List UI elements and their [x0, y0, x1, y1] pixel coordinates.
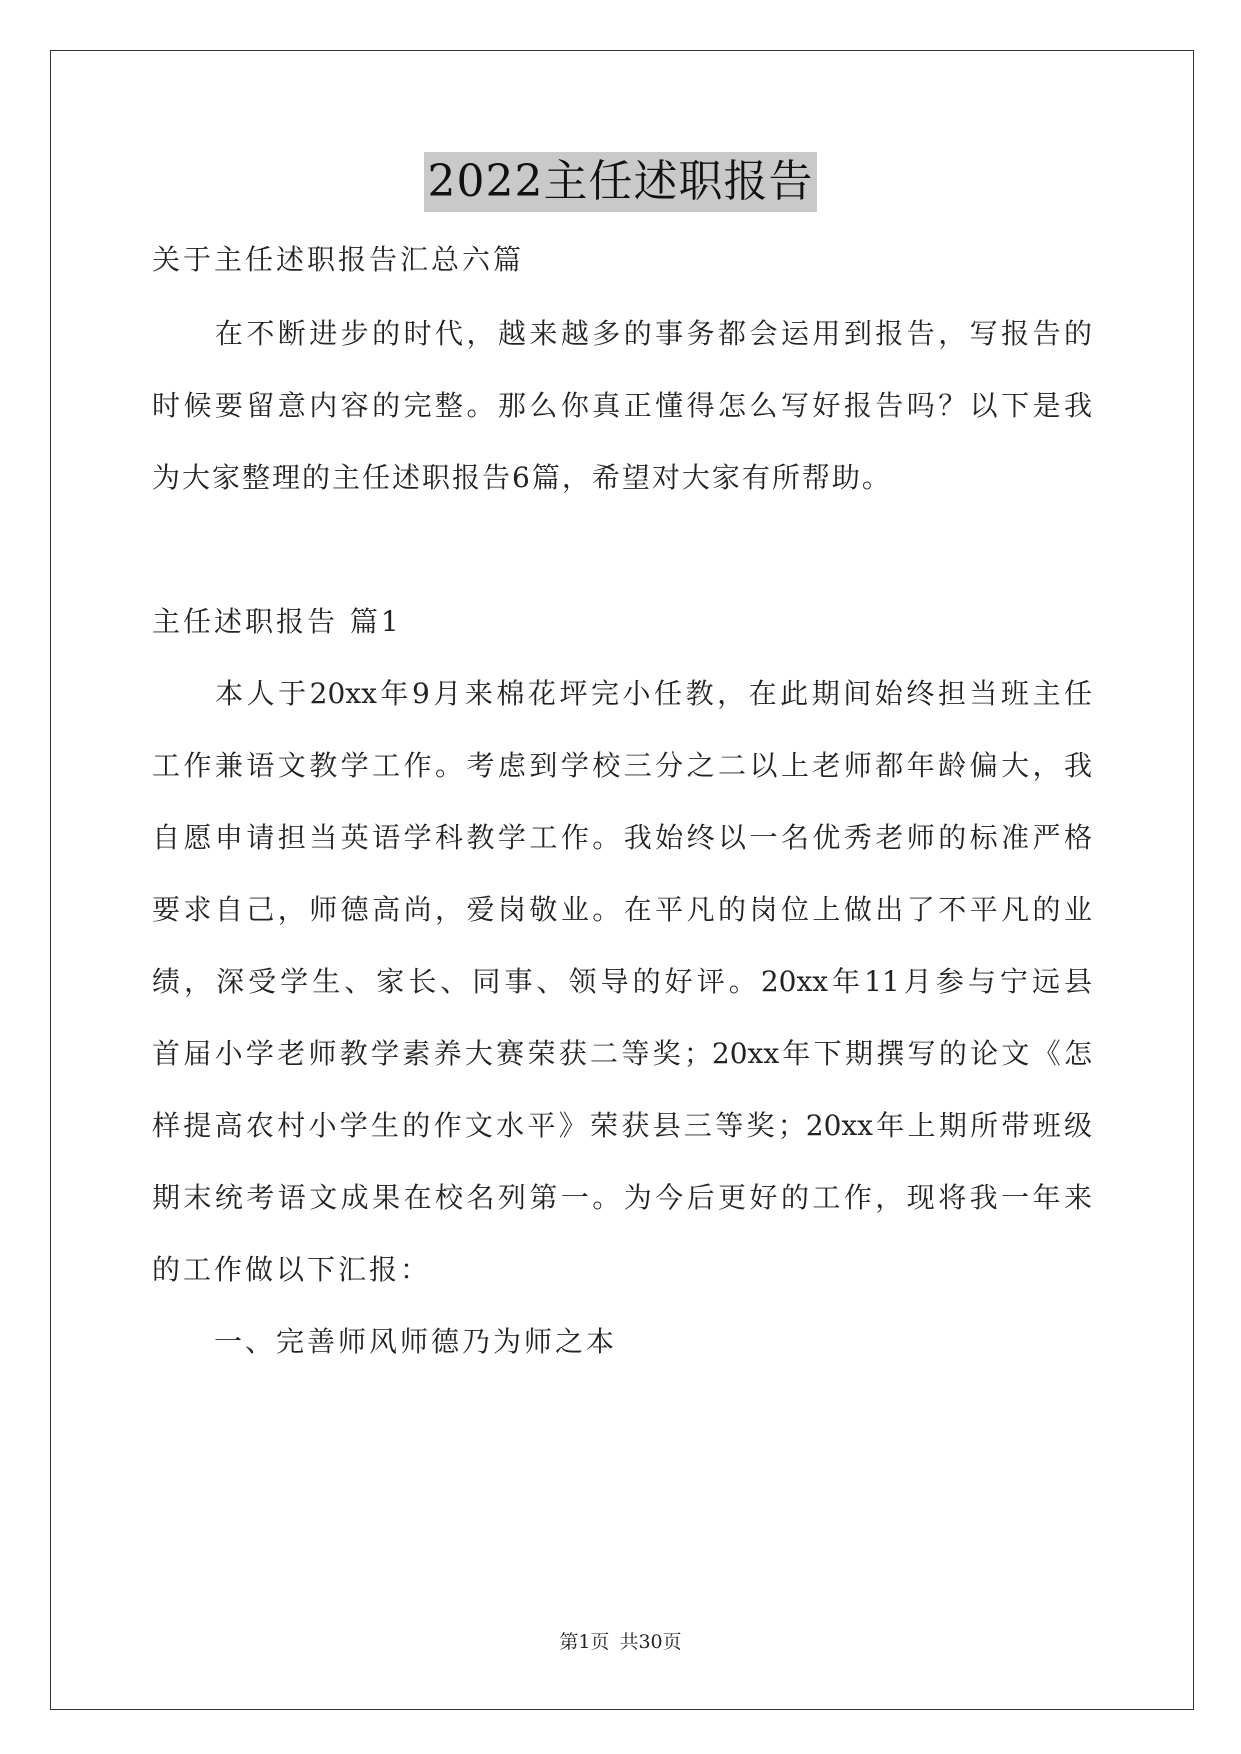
page-footer [0, 1630, 1241, 1654]
body-line: 首届小学老师教学素养大赛荣获二等奖；20xx年下期撰写的论文《怎 [152, 1037, 1092, 1070]
body-line: 本人于20xx年9月来棉花坪完小任教，在此期间始终担当班主任 [152, 677, 1092, 710]
body-line: 绩，深受学生、家长、同事、领导的好评。20xx年11月参与宁远县 [152, 965, 1092, 998]
intro-line: 在不断进步的时代，越来越多的事务都会运用到报告，写报告的 [152, 317, 1092, 350]
intro-line: 为大家整理的主任述职报告6篇，希望对大家有所帮助。 [152, 461, 892, 494]
page-number: 第1页 [559, 1631, 610, 1653]
body-line: 要求自己，师德高尚，爱岗敬业。在平凡的岗位上做出了不平凡的业 [152, 893, 1092, 926]
title-container [0, 152, 1241, 212]
intro-line: 时候要留意内容的完整。那么你真正懂得怎么写好报告吗？以下是我 [152, 389, 1092, 422]
section-heading: 主任述职报告 篇1 [152, 605, 402, 638]
point-heading: 一、完善师风师德乃为师之本 [152, 1325, 618, 1358]
page-total: 共30页 [619, 1631, 682, 1653]
body-line: 工作兼语文教学工作。考虑到学校三分之二以上老师都年龄偏大，我 [152, 749, 1092, 782]
body-line: 样提高农村小学生的作文水平》荣获县三等奖；20xx年上期所带班级 [152, 1109, 1092, 1142]
body-line: 自愿申请担当英语学科教学工作。我始终以一名优秀老师的标准严格 [152, 821, 1092, 854]
page-border [50, 50, 1194, 1710]
document-title: 2022主任述职报告 [424, 152, 818, 212]
body-line: 的工作做以下汇报： [152, 1253, 432, 1286]
body-line: 期末统考语文成果在校名列第一。为今后更好的工作，现将我一年来 [152, 1181, 1092, 1214]
document-subtitle: 关于主任述职报告汇总六篇 [152, 243, 525, 276]
